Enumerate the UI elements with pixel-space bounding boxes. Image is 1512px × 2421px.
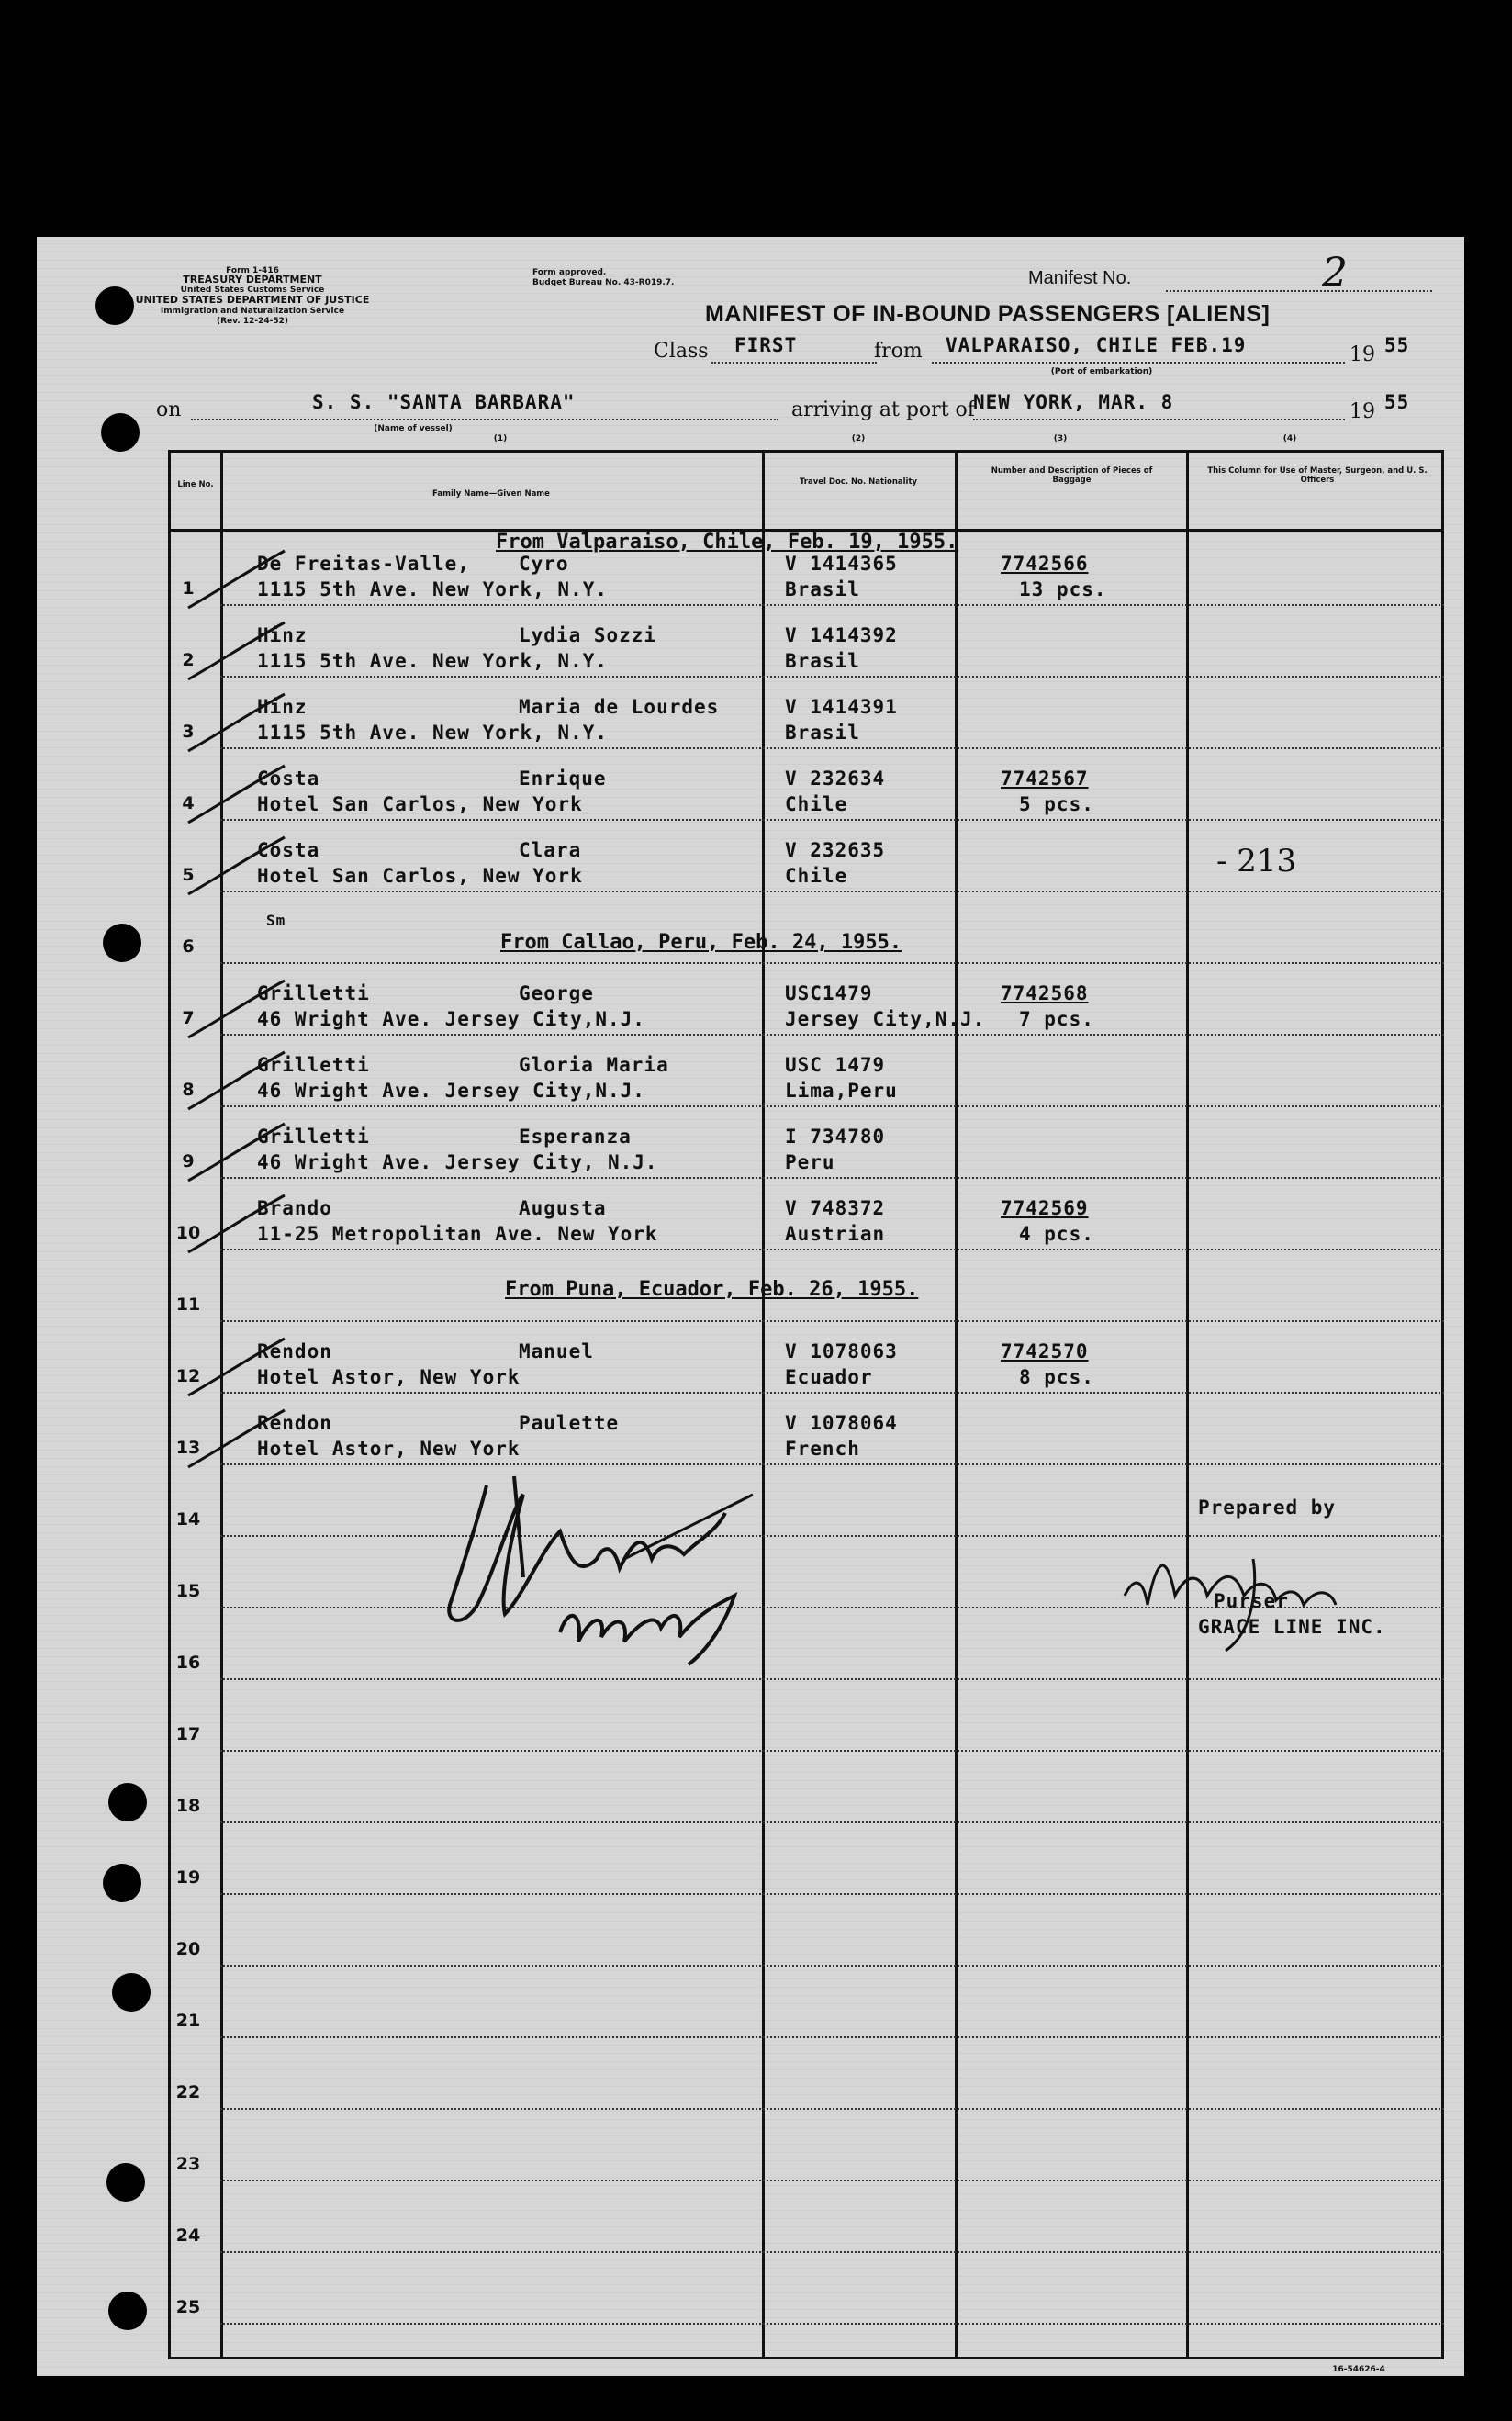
manifest-sheet — [37, 237, 1464, 2376]
check-mark-icon — [184, 544, 294, 617]
row-rule — [220, 1320, 1444, 1322]
check-mark-icon — [184, 1188, 294, 1261]
row-rule — [220, 604, 1444, 606]
row-rule — [220, 819, 1444, 821]
justice-dept: UNITED STATES DEPARTMENT OF JUSTICE — [135, 294, 370, 306]
passenger-given-name: Gloria Maria — [519, 1054, 669, 1076]
baggage-pieces: 13 pcs. — [1019, 578, 1107, 600]
passenger-address: 11-25 Metropolitan Ave. New York — [257, 1223, 658, 1245]
customs-service: United States Customs Service — [180, 286, 325, 295]
check-mark-icon — [184, 830, 294, 903]
from-year: 55 — [1384, 334, 1410, 356]
official-signature — [422, 1467, 808, 1687]
passenger-nationality: Ecuador — [785, 1366, 873, 1388]
check-mark-icon — [184, 1331, 294, 1405]
binder-hole — [108, 2292, 147, 2330]
baggage-pieces: 5 pcs. — [1019, 793, 1094, 815]
col-divider-name — [762, 450, 765, 2359]
line-number: 21 — [175, 2011, 201, 2031]
passenger-family-name: Grilletti — [257, 1126, 370, 1148]
stray-mark: Sm — [266, 912, 286, 929]
section-callao: From Callao, Peru, Feb. 24, 1955. — [500, 931, 902, 954]
row-rule — [220, 2108, 1444, 2110]
col-header-travel-doc: Travel Doc. No. Nationality — [799, 477, 918, 487]
passenger-family-name: Hinz — [257, 696, 308, 718]
passenger-nationality: Brasil — [785, 650, 860, 672]
passenger-address: 1115 5th Ave. New York, N.Y. — [257, 722, 609, 744]
passenger-address: Hotel San Carlos, New York — [257, 865, 583, 887]
passenger-doc-no: V 232635 — [785, 839, 886, 861]
arrival-value: NEW YORK, MAR. 8 — [973, 391, 1174, 413]
purser-label: Purser — [1214, 1590, 1289, 1612]
passenger-doc-no: V 1414391 — [785, 696, 898, 718]
line-number: 16 — [175, 1653, 201, 1673]
col-header-name: Family Name—Given Name — [432, 489, 550, 499]
binder-hole — [101, 413, 140, 452]
passenger-family-name: Brando — [257, 1197, 332, 1219]
passenger-family-name: De Freitas-Valle, — [257, 553, 470, 575]
prepared-by-label: Prepared by — [1198, 1496, 1337, 1519]
arriving-label: arriving at port of — [791, 398, 975, 421]
company-name: GRACE LINE INC. — [1198, 1616, 1386, 1638]
row-rule — [220, 2323, 1444, 2325]
passenger-address: 46 Wright Ave. Jersey City,N.J. — [257, 1008, 645, 1030]
col-header-officers: This Column for Use of Master, Surgeon, and U. S. Officers — [1207, 466, 1428, 485]
manifest-no-line — [1166, 290, 1432, 292]
row-rule — [220, 2251, 1444, 2253]
line-number: 18 — [175, 1796, 201, 1816]
from-label: from — [874, 340, 923, 363]
passenger-address: 46 Wright Ave. Jersey City,N.J. — [257, 1080, 645, 1102]
arrival-year: 55 — [1384, 391, 1410, 413]
line-number: 22 — [175, 2082, 201, 2102]
passenger-given-name: Enrique — [519, 768, 607, 790]
row-rule — [220, 1177, 1444, 1179]
passenger-family-name: Costa — [257, 839, 320, 861]
baggage-number: 7742567 — [1001, 768, 1089, 790]
col-mark-3: (3) — [1053, 434, 1068, 443]
passenger-doc-no: V 1078063 — [785, 1340, 898, 1362]
passenger-given-name: Manuel — [519, 1340, 594, 1362]
passenger-address: Hotel Astor, New York — [257, 1438, 521, 1460]
passenger-nationality: Chile — [785, 793, 848, 815]
row-rule — [220, 891, 1444, 892]
passenger-given-name: Paulette — [519, 1412, 620, 1434]
row-rule — [220, 1678, 1444, 1680]
from-year-prefix: 19 — [1350, 343, 1375, 366]
form-number: Form 1-416 — [226, 266, 279, 275]
passenger-nationality: Austrian — [785, 1223, 886, 1245]
row-rule — [220, 1965, 1444, 1967]
line-number: 2 — [182, 650, 195, 670]
manifest-title: MANIFEST OF IN-BOUND PASSENGERS [ALIENS] — [705, 301, 1271, 327]
row-rule — [220, 747, 1444, 749]
passenger-doc-no: V 1414392 — [785, 624, 898, 646]
line-number: 3 — [182, 722, 195, 742]
manifest-no-label: Manifest No. — [1028, 268, 1132, 288]
line-number: 24 — [175, 2225, 201, 2246]
section-valparaiso: From Valparaiso, Chile, Feb. 19, 1955. — [496, 531, 958, 554]
passenger-family-name: Hinz — [257, 624, 308, 646]
line-number: 9 — [182, 1151, 195, 1171]
passenger-address: Hotel San Carlos, New York — [257, 793, 583, 815]
passenger-doc-no: USC 1479 — [785, 1054, 886, 1076]
class-label: Class — [654, 340, 709, 363]
binder-hole — [103, 924, 141, 962]
baggage-number: 7742566 — [1001, 553, 1089, 575]
line-number: 20 — [175, 1939, 201, 1959]
embarkation-note: (Port of embarkation) — [1050, 367, 1153, 376]
footer-code: 16-54626-4 — [1332, 2365, 1385, 2374]
col-divider-baggage — [1186, 450, 1189, 2359]
passenger-address: 1115 5th Ave. New York, N.Y. — [257, 578, 609, 600]
passenger-doc-no: USC1479 — [785, 982, 873, 1004]
baggage-pieces: 7 pcs. — [1019, 1008, 1094, 1030]
form-approved: Form approved. — [532, 268, 607, 277]
passenger-doc-no: I 734780 — [785, 1126, 886, 1148]
check-mark-icon — [184, 973, 294, 1047]
binder-hole — [103, 1864, 141, 1902]
passenger-address: 46 Wright Ave. Jersey City, N.J. — [257, 1151, 658, 1173]
line-number: 10 — [175, 1223, 201, 1243]
line-number: 12 — [175, 1366, 201, 1386]
col-mark-1: (1) — [493, 434, 508, 443]
passenger-doc-no: V 748372 — [785, 1197, 886, 1219]
passenger-address: Hotel Astor, New York — [257, 1366, 521, 1388]
arrival-line — [973, 419, 1345, 420]
arrival-year-prefix: 19 — [1350, 400, 1375, 423]
binder-hole — [112, 1973, 151, 2012]
row-rule — [220, 2180, 1444, 2181]
passenger-nationality: Brasil — [785, 578, 860, 600]
line-number: 1 — [182, 578, 195, 599]
line-number: 11 — [175, 1295, 201, 1315]
passenger-doc-no: V 1414365 — [785, 553, 898, 575]
manifest-no-value: 2 — [1322, 250, 1348, 297]
vessel-line — [191, 419, 778, 420]
passenger-doc-no: V 1078064 — [785, 1412, 898, 1434]
passenger-given-name: George — [519, 982, 594, 1004]
baggage-pieces: 8 pcs. — [1019, 1366, 1094, 1388]
line-number: 14 — [175, 1509, 201, 1530]
passenger-nationality: Jersey City,N.J. — [785, 1008, 986, 1030]
col-header-baggage: Number and Description of Pieces of Baggage — [991, 466, 1153, 485]
passenger-family-name: Grilletti — [257, 982, 370, 1004]
passenger-nationality: Peru — [785, 1151, 835, 1173]
row-rule — [220, 1821, 1444, 1823]
check-mark-icon — [184, 1403, 294, 1476]
passenger-nationality: Chile — [785, 865, 848, 887]
col-divider-doc — [955, 450, 958, 2359]
passenger-nationality: Brasil — [785, 722, 860, 744]
baggage-number: 7742570 — [1001, 1340, 1089, 1362]
passenger-doc-no: V 232634 — [785, 768, 886, 790]
line-number: 4 — [182, 793, 195, 813]
col-mark-2: (2) — [851, 434, 866, 443]
passenger-given-name: Esperanza — [519, 1126, 632, 1148]
passenger-given-name: Lydia Sozzi — [519, 624, 657, 646]
binder-hole — [95, 286, 134, 325]
row-rule — [220, 1893, 1444, 1895]
line-number: 17 — [175, 1724, 201, 1744]
passenger-address: 1115 5th Ave. New York, N.Y. — [257, 650, 609, 672]
baggage-number: 7742569 — [1001, 1197, 1089, 1219]
row-rule — [220, 1105, 1444, 1107]
line-number: 23 — [175, 2154, 201, 2174]
line-number: 7 — [182, 1008, 195, 1028]
passenger-nationality: French — [785, 1438, 860, 1460]
check-mark-icon — [184, 615, 294, 689]
row-rule — [220, 1392, 1444, 1394]
binder-hole — [106, 2163, 145, 2202]
line-number: 25 — [175, 2297, 201, 2317]
line-number: 8 — [182, 1080, 195, 1100]
col-mark-4: (4) — [1282, 434, 1297, 443]
on-label: on — [156, 398, 182, 421]
passenger-given-name: Clara — [519, 839, 582, 861]
check-mark-icon — [184, 1116, 294, 1190]
passenger-family-name: Rendon — [257, 1412, 332, 1434]
treasury-dept: TREASURY DEPARTMENT — [183, 274, 322, 286]
class-value: FIRST — [734, 334, 798, 356]
check-mark-icon — [184, 687, 294, 760]
class-line — [711, 362, 877, 364]
row-rule — [220, 1750, 1444, 1752]
row-rule — [220, 676, 1444, 678]
check-mark-icon — [184, 758, 294, 832]
baggage-number: 7742568 — [1001, 982, 1089, 1004]
line-number: 15 — [175, 1581, 201, 1601]
budget-bureau: Budget Bureau No. 43-R019.7. — [532, 278, 675, 287]
vessel-name: S. S. "SANTA BARBARA" — [312, 391, 576, 413]
col-header-line-no: Line No. — [177, 480, 214, 489]
line-number: 13 — [175, 1438, 201, 1458]
passenger-given-name: Cyro — [519, 553, 569, 575]
check-mark-icon — [184, 1045, 294, 1118]
ins-label: Immigration and Naturalization Service — [160, 307, 345, 316]
row-rule — [220, 962, 1444, 964]
row-rule — [220, 2036, 1444, 2038]
embarkation-value: VALPARAISO, CHILE FEB.19 — [946, 334, 1247, 356]
passenger-given-name: Maria de Lourdes — [519, 696, 720, 718]
form-revision: (Rev. 12-24-52) — [217, 317, 288, 326]
line-number: 6 — [182, 936, 195, 957]
baggage-pieces: 4 pcs. — [1019, 1223, 1094, 1245]
passenger-family-name: Grilletti — [257, 1054, 370, 1076]
officer-mark: - 213 — [1216, 843, 1297, 880]
vessel-note: (Name of vessel) — [374, 424, 453, 433]
passenger-nationality: Lima,Peru — [785, 1080, 898, 1102]
from-line — [932, 362, 1345, 364]
row-rule — [220, 1463, 1444, 1465]
line-number: 5 — [182, 865, 195, 885]
passenger-family-name: Rendon — [257, 1340, 332, 1362]
passenger-given-name: Augusta — [519, 1197, 607, 1219]
line-number: 19 — [175, 1867, 201, 1888]
binder-hole — [108, 1783, 147, 1821]
passenger-family-name: Costa — [257, 768, 320, 790]
section-puna: From Puna, Ecuador, Feb. 26, 1955. — [505, 1278, 919, 1301]
row-rule — [220, 1034, 1444, 1036]
row-rule — [220, 1249, 1444, 1250]
